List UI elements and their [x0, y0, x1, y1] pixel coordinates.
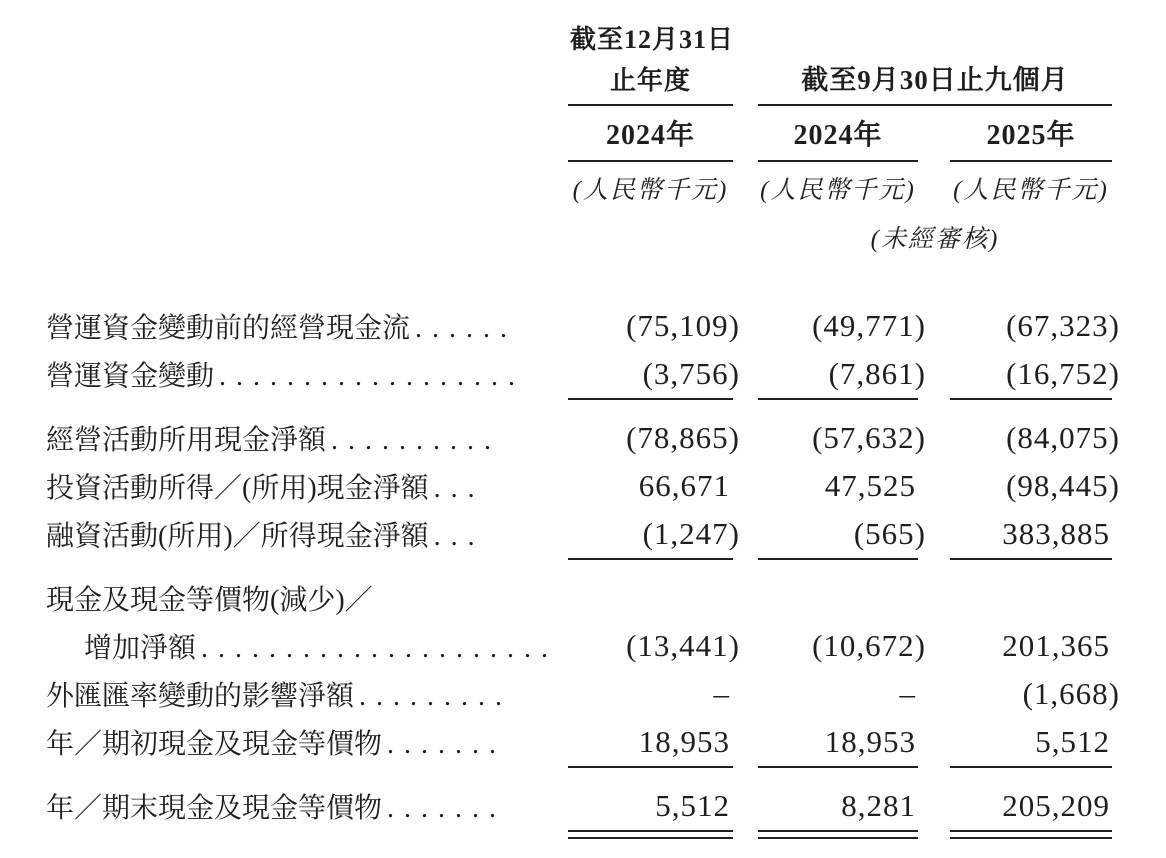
header-group1-line2-cell	[560, 56, 744, 106]
value-cell: 201,365	[1002, 628, 1110, 663]
rule-cell	[560, 558, 744, 574]
value-cell: –	[713, 676, 730, 711]
year-underline	[758, 113, 918, 162]
row-label: 現金及現金等價物(減少)／	[46, 585, 373, 616]
header-row-1	[46, 14, 1124, 56]
single-rule	[758, 766, 918, 768]
dot-leader: .......	[387, 793, 507, 824]
header-group1-line1: 截至12月31日	[569, 25, 734, 54]
header-group2-cell	[744, 56, 1124, 106]
dot-leader: .......	[387, 729, 507, 760]
single-rule	[950, 398, 1112, 400]
table-row	[46, 462, 1124, 510]
year-underline	[950, 113, 1112, 162]
value-cell: 47,525	[824, 468, 916, 503]
value-cell: (98,445)	[1006, 468, 1120, 503]
table-body	[46, 302, 1124, 852]
rule-cell	[560, 830, 744, 852]
value-cell: (67,323)	[1006, 308, 1120, 343]
rule-cell	[744, 398, 930, 414]
dot-leader: ......	[415, 313, 518, 344]
value-cell: 66,671	[638, 468, 730, 503]
year-header-row	[46, 106, 1124, 162]
row-label-cell	[46, 718, 560, 766]
group1-underline	[568, 60, 733, 106]
rule-row	[46, 398, 1124, 414]
group2-underline	[758, 58, 1112, 106]
table-row	[46, 574, 1124, 622]
row-label-cell	[46, 670, 560, 718]
rule-cell	[930, 766, 1124, 782]
unaudited-note-row	[46, 214, 1124, 260]
spacer-row	[46, 260, 1124, 302]
row-label: 營運資金變動前的經營現金流	[46, 313, 411, 344]
row-label: 營運資金變動	[46, 361, 215, 392]
row-label-cell	[46, 462, 560, 510]
unit-note-cell	[560, 162, 744, 214]
row-label-cell	[46, 782, 560, 830]
value-cell: (75,109)	[626, 308, 740, 343]
rule-cell	[560, 766, 744, 782]
year-label-9m2024: 2024年	[793, 120, 883, 151]
table-row	[46, 350, 1124, 398]
cash-flow-table	[46, 14, 1124, 852]
unaudited-note-cell	[744, 214, 1124, 260]
double-rule	[758, 830, 918, 839]
rule-spacer	[46, 766, 560, 782]
row-label-cell	[46, 510, 560, 558]
unit-note-cell	[930, 162, 1124, 214]
row-label-cell	[46, 622, 560, 670]
single-rule	[950, 558, 1112, 560]
table-row	[46, 670, 1124, 718]
dot-leader: .....................	[201, 633, 559, 664]
single-rule	[758, 558, 918, 560]
value-cell: 205,209	[1002, 788, 1110, 823]
header-group1-line2: 止年度	[609, 66, 691, 95]
header-spacer	[560, 214, 744, 260]
row-label-cell	[46, 302, 560, 350]
row-label: 年／期初現金及現金等價物	[46, 729, 383, 760]
value-cell: (84,075)	[1006, 420, 1120, 455]
single-rule	[568, 558, 733, 560]
header-row-2	[46, 56, 1124, 106]
year-underline	[568, 113, 733, 162]
value-cell: (1,668)	[1022, 676, 1120, 711]
rule-cell	[744, 766, 930, 782]
header-group2: 截至9月30日止九個月	[801, 65, 1069, 95]
single-rule	[568, 766, 733, 768]
row-label: 增加淨額	[84, 633, 197, 664]
table-row	[46, 302, 1124, 350]
header-spacer	[46, 214, 560, 260]
table-row	[46, 510, 1124, 558]
unit-note-row	[46, 162, 1124, 214]
year-label-fy2024: 2024年	[605, 120, 695, 151]
unit-note: (人民幣千元)	[572, 177, 729, 204]
value-cell: (565)	[853, 516, 926, 551]
header-spacer	[46, 162, 560, 214]
dot-leader: ...	[433, 473, 485, 504]
unaudited-note: (未經審核)	[870, 226, 1000, 253]
value-cell: 383,885	[1002, 516, 1110, 551]
row-label-cell	[46, 350, 560, 398]
value-cell: (7,861)	[828, 356, 926, 391]
single-rule	[950, 766, 1112, 768]
rule-cell	[930, 830, 1124, 852]
single-rule	[758, 398, 918, 400]
rule-cell	[930, 398, 1124, 414]
dot-leader: ..................	[219, 361, 526, 392]
value-cell: (13,441)	[626, 628, 740, 663]
rule-cell	[930, 558, 1124, 574]
row-label: 融資活動(所用)／所得現金淨額	[46, 521, 429, 552]
unit-note-cell	[744, 162, 930, 214]
value-cell: –	[899, 676, 916, 711]
value-cell: (10,672)	[812, 628, 926, 663]
dot-leader: ..........	[331, 425, 502, 456]
rule-row	[46, 830, 1124, 852]
table-row	[46, 718, 1124, 766]
rule-row	[46, 766, 1124, 782]
single-rule	[568, 398, 733, 400]
value-cell: 5,512	[655, 788, 730, 823]
value-cell: (3,756)	[642, 356, 740, 391]
double-rule	[568, 830, 733, 839]
year-label-9m2025: 2025年	[986, 120, 1076, 151]
header-spacer	[46, 106, 560, 162]
row-label: 年／期末現金及現金等價物	[46, 793, 383, 824]
row-label: 投資活動所得／(所用)現金淨額	[46, 473, 429, 504]
rule-cell	[744, 558, 930, 574]
year-cell-9m2025	[930, 106, 1124, 162]
row-label-cell	[46, 574, 560, 622]
header-group1-line1-cell	[560, 14, 744, 56]
rule-spacer	[46, 398, 560, 414]
year-cell-fy2024	[560, 106, 744, 162]
year-cell-9m2024	[744, 106, 930, 162]
value-cell: (16,752)	[1006, 356, 1120, 391]
header-spacer	[46, 14, 560, 56]
rule-cell	[744, 830, 930, 852]
value-cell: 8,281	[841, 788, 916, 823]
value-cell: (78,865)	[626, 420, 740, 455]
value-cell: 18,953	[638, 724, 730, 759]
table-row	[46, 414, 1124, 462]
value-cell: (49,771)	[812, 308, 926, 343]
value-cell	[930, 574, 1124, 622]
row-label: 經營活動所用現金淨額	[46, 425, 327, 456]
value-cell	[560, 574, 744, 622]
table-row	[46, 782, 1124, 830]
rule-cell	[560, 398, 744, 414]
value-cell: 18,953	[824, 724, 916, 759]
row-label: 外匯匯率變動的影響淨額	[46, 681, 355, 712]
value-cell	[744, 574, 930, 622]
unit-note: (人民幣千元)	[953, 177, 1109, 204]
value-cell: 5,512	[1035, 724, 1110, 759]
rule-spacer	[46, 558, 560, 574]
rule-row	[46, 558, 1124, 574]
table-row	[46, 622, 1124, 670]
value-cell: (1,247)	[642, 516, 740, 551]
dot-leader: .........	[359, 681, 513, 712]
header-spacer	[744, 14, 1124, 56]
header-spacer	[46, 56, 560, 106]
value-cell: (57,632)	[812, 420, 926, 455]
dot-leader: ...	[433, 521, 485, 552]
double-rule	[950, 830, 1112, 839]
row-label-cell	[46, 414, 560, 462]
rule-spacer	[46, 830, 560, 852]
unit-note: (人民幣千元)	[760, 177, 916, 204]
